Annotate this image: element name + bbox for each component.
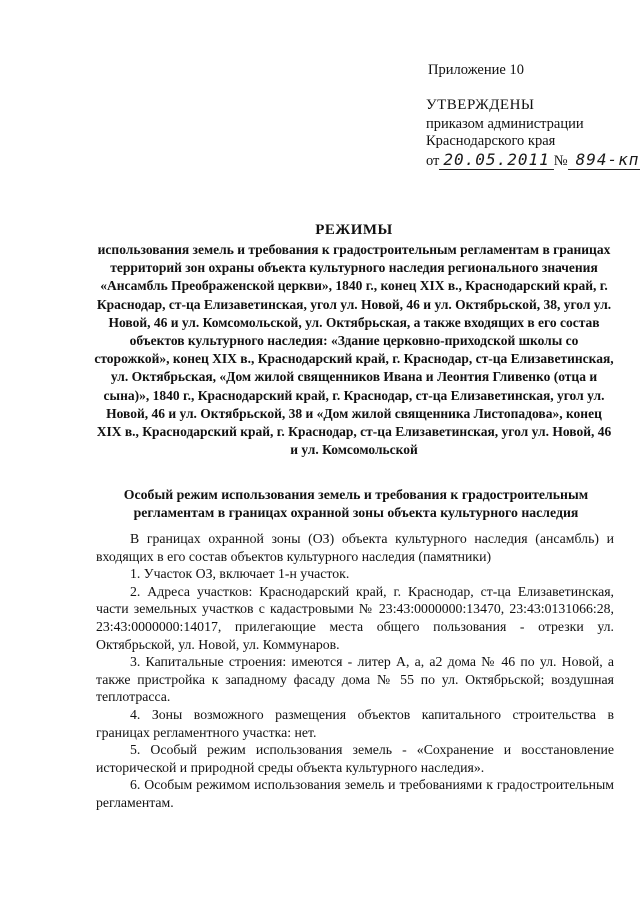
list-item: 6. Особым режимом использования земель и требованиями к градостроительным регламентам. [96, 777, 614, 810]
document-subtitle: использования земель и требования к градостроительным регламентам в границах территорий зон охраны объекта культурного наследия регионального значения «Ансамбль Преображенской церкви», 1840 г., конец XIX в., Краснодарский край, г. Краснодар, ст-ца Елизаветинская, угол ул. Новой, 46 и ул. Октябрьской, 38, угол ул. Новой, 46 и ул. Комсомольской, ул. Октябрьская, а также входящих в его состав объектов культурного наследия: «Здание церковно-приходской школы со сторожкой», конец XIX в., Краснодарский край, г. Краснодар, ст-ца Елизаветинская, ул. Октябрьская, «Дом жилой священников Ивана и Леонтия Гливенко (отца и сына)», 1840 г., Краснодарский край, г. Краснодар, ст-ца Елизаветинская, угол ул. Новой, 46 и ул. Октябрьской, 38 и «Дом жилой священника Листопадова», конец XIX в., Краснодарский край, г. Краснодар, ст-ца Елизаветинская, угол ул. Новой, 46 и ул. Комсомольской [94, 242, 614, 458]
handwritten-number: 894-кп [568, 150, 640, 170]
approval-date-line [426, 150, 640, 170]
intro-paragraph: В границах охранной зоны (ОЗ) объекта культурного наследия (ансамбль) и входящих в его состав объектов культурного наследия (памятники) [96, 531, 614, 564]
handwritten-date: 20.05.2011 [439, 150, 553, 170]
approved-by-line-1: приказом администрации [426, 116, 584, 132]
number-sign: № [553, 153, 568, 169]
date-prefix: от [426, 153, 440, 169]
section-body [96, 530, 614, 812]
document-title: РЕЖИМЫ [315, 222, 393, 238]
appendix-label: Приложение 10 [428, 62, 524, 78]
approved-title: УТВЕРЖДЕНЫ [426, 97, 535, 113]
section-title: Особый режим использования земель и требования к градостроительным регламентам в границах охранной зоны объекта культурного наследия [123, 487, 589, 520]
list-item: 2. Адреса участков: Краснодарский край, г. Краснодар, ст-ца Елизаветинская, части земельных участков с кадастровыми № 23:43:0000000:13470, 23:43:0131066:28, 23:43:0000000:14017, прилегающие места общего пользования - отрезки ул. Октябрьской, ул. Новой, ул. Коммунаров. [96, 583, 614, 652]
approved-by-line-2: Краснодарского края [426, 133, 556, 149]
list-item: 1. Участок ОЗ, включает 1-н участок. [130, 566, 350, 582]
approved-heading [426, 96, 535, 114]
list-item: 5. Особый режим использования земель - «Сохранение и восстановление исторической и природной среды объекта культурного наследия». [96, 742, 614, 775]
list-item: 3. Капитальные строения: имеются - литер А, а, а2 дома № 46 по ул. Новой, а также пристройка к западному фасаду дома № 55 по ул. Октябрьской; воздушная теплотрасса. [96, 654, 614, 705]
list-item: 4. Зоны возможного размещения объектов капитального строительства в границах регламентного участка: нет. [96, 706, 614, 740]
